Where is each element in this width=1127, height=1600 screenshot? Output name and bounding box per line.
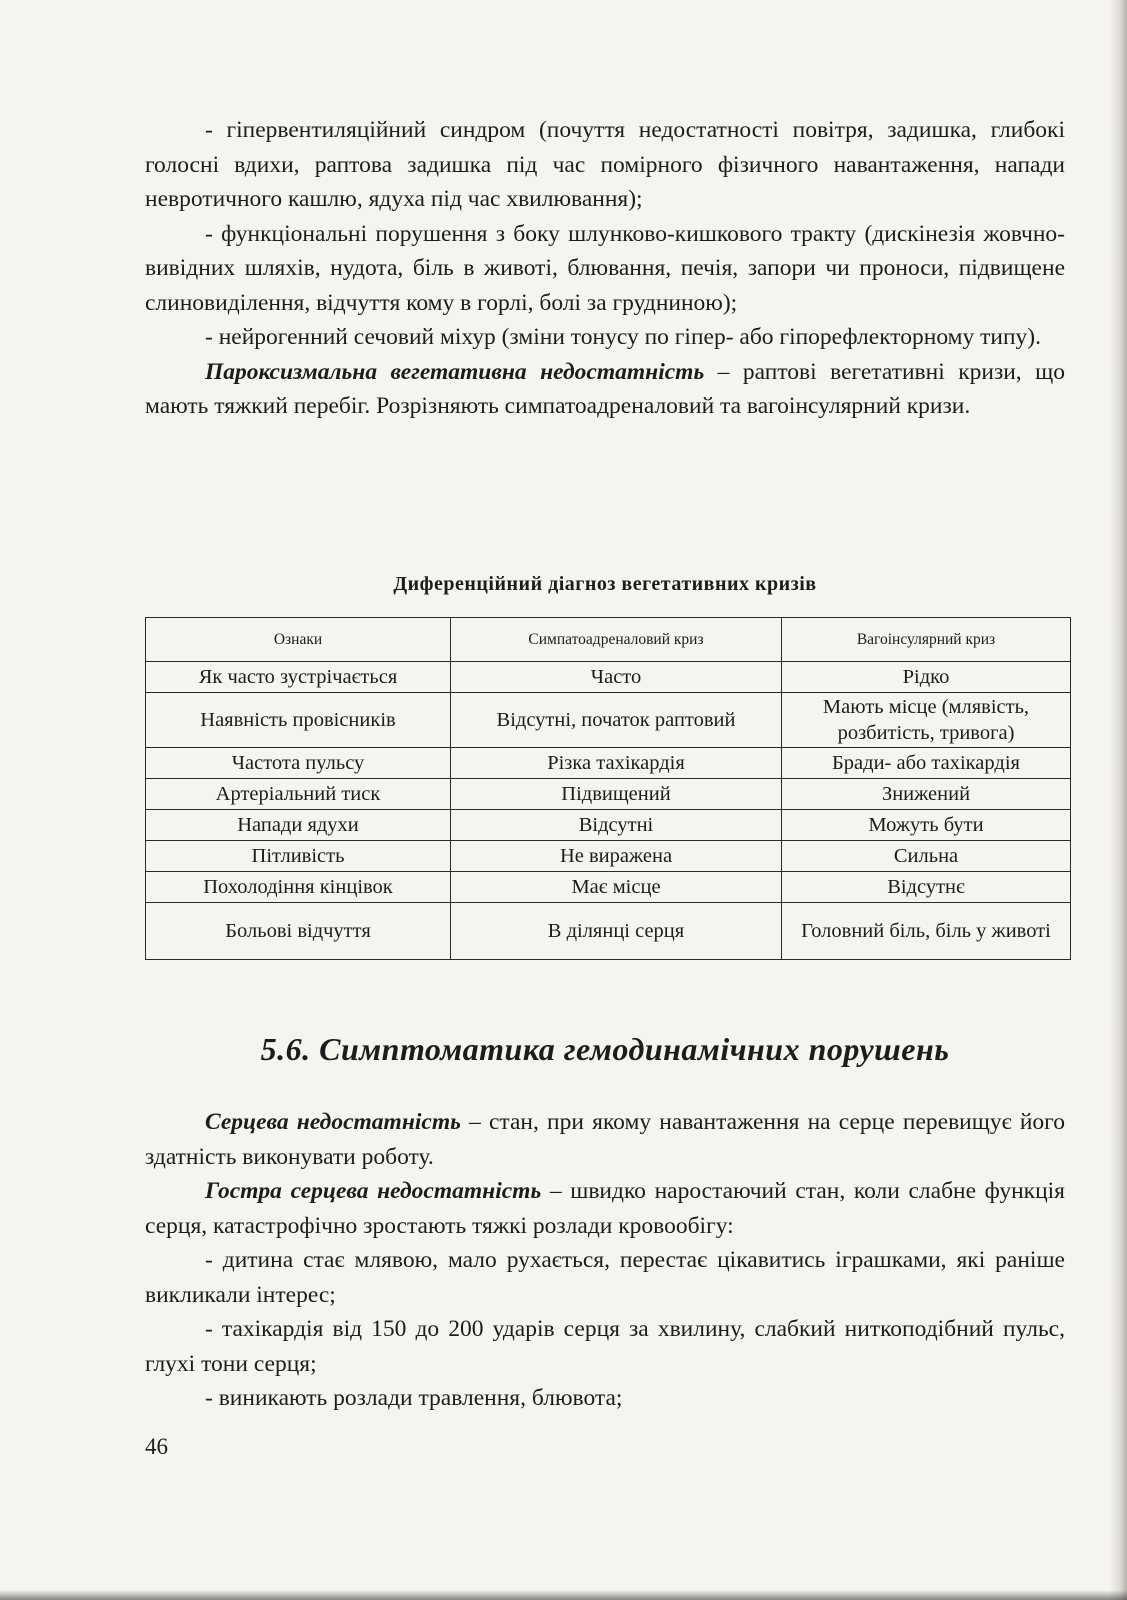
body-text-bottom [145,1105,1065,1416]
table-cell: Наявність провісників [146,693,451,748]
table-row [146,903,1071,960]
header-cell: Вагоінсулярний криз [782,618,1071,662]
table-row [146,841,1071,872]
table-cell: Підвищений [451,779,782,810]
paragraph: - гіпервентиляційний синдром (почуття недостатності повітря, задишка, глибокі голосні вдихи, раптова задишка під час помірного фізичного навантаження, напади невротичного кашлю, ядуха під час хвилювання); [145,117,1065,212]
table-cell: Відсутні, початок раптовий [451,693,782,748]
table-cell: Не виражена [451,841,782,872]
header-cell: Ознаки [146,618,451,662]
paragraph: Пароксизмальна вегетативна недостатність – раптові вегетативні кризи, що мають тяжкий перебіг. Розрізняють симпатоадреналовий та вагоінсулярний кризи. [145,358,1065,419]
table-cell: Бради- або тахікардія [782,748,1071,779]
table-title: Диференційний діагноз вегетативних кризів [393,573,817,595]
table-cell: Напади ядухи [146,810,451,841]
table-cell: Частота пульсу [146,748,451,779]
table-cell: Головний біль, біль у животі [782,903,1071,960]
table-cell: Різка тахікардія [451,748,782,779]
table-cell: Артеріальний тиск [146,779,451,810]
paragraph: Гостра серцева недостатність – швидко наростаючий стан, коли слабне функція серця, катастрофічно зростають тяжкі розлади кровообігу: [145,1178,1065,1239]
table-cell: Рідко [782,662,1071,693]
table-cell: Похолодіння кінцівок [146,872,451,903]
table-cell: Знижений [782,779,1071,810]
table-row [146,810,1071,841]
defined-term: Пароксизмальна вегетативна недостатність [205,358,705,385]
paragraph: - виникають розлади травлення, блювота; [205,1385,623,1411]
table-row [146,748,1071,779]
table-cell: Відсутні [451,810,782,841]
table-cell: Часто [451,662,782,693]
body-text-top [145,113,1065,424]
paragraph: - функціональні порушення з боку шлунково-кишкового тракту (дискінезія жовчно-вивідних шляхів, нудота, біль в животі, блювання, печія, запори чи проноси, підвищене слиновиділення, відчуття кому в горлі, болі за грудниною); [145,220,1065,316]
table-row [146,693,1071,748]
paragraph: - дитина стає млявою, мало рухається, перестає цікавитись іграшками, які раніше викликали інтерес; [145,1247,1065,1308]
page-bottom-edge [0,1590,1127,1600]
table-header-row [146,618,1071,662]
table-cell: Як часто зустрічається [146,662,451,693]
header-cell: Симпатоадреналовий криз [451,618,782,662]
table-cell: Відсутнє [782,872,1071,903]
table-row [146,662,1071,693]
paragraph: Серцева недостатність – стан, при якому навантаження на серце перевищує його здатність виконувати роботу. [145,1109,1065,1170]
table-cell: В ділянці серця [451,903,782,960]
paragraph: - нейрогенний сечовий міхур (зміни тонусу по гіпер- або гіпорефлекторному типу). [205,324,1042,350]
section-heading: 5.6. Симптоматика гемодинамічних порушень [260,1031,950,1067]
paragraph: - тахікардія від 150 до 200 ударів серця за хвилину, слабкий ниткоподібний пульс, глухі тони серця; [145,1316,1065,1377]
page-edge-shadow [1109,0,1127,1600]
table-row [146,779,1071,810]
differential-diagnosis-table [145,617,1071,960]
defined-term: Серцева недостатність [205,1109,461,1135]
table-cell: Пітливість [146,841,451,872]
table-cell: Мають місце (млявість, розбитість, тривога) [782,693,1071,748]
defined-term: Гостра серцева недостатність [205,1178,542,1204]
table-cell: Має місце [451,872,782,903]
table-row [146,872,1071,903]
table-cell: Можуть бути [782,810,1071,841]
page-number: 46 [145,1434,168,1459]
table-cell: Больові відчуття [146,903,451,960]
table-cell: Сильна [782,841,1071,872]
